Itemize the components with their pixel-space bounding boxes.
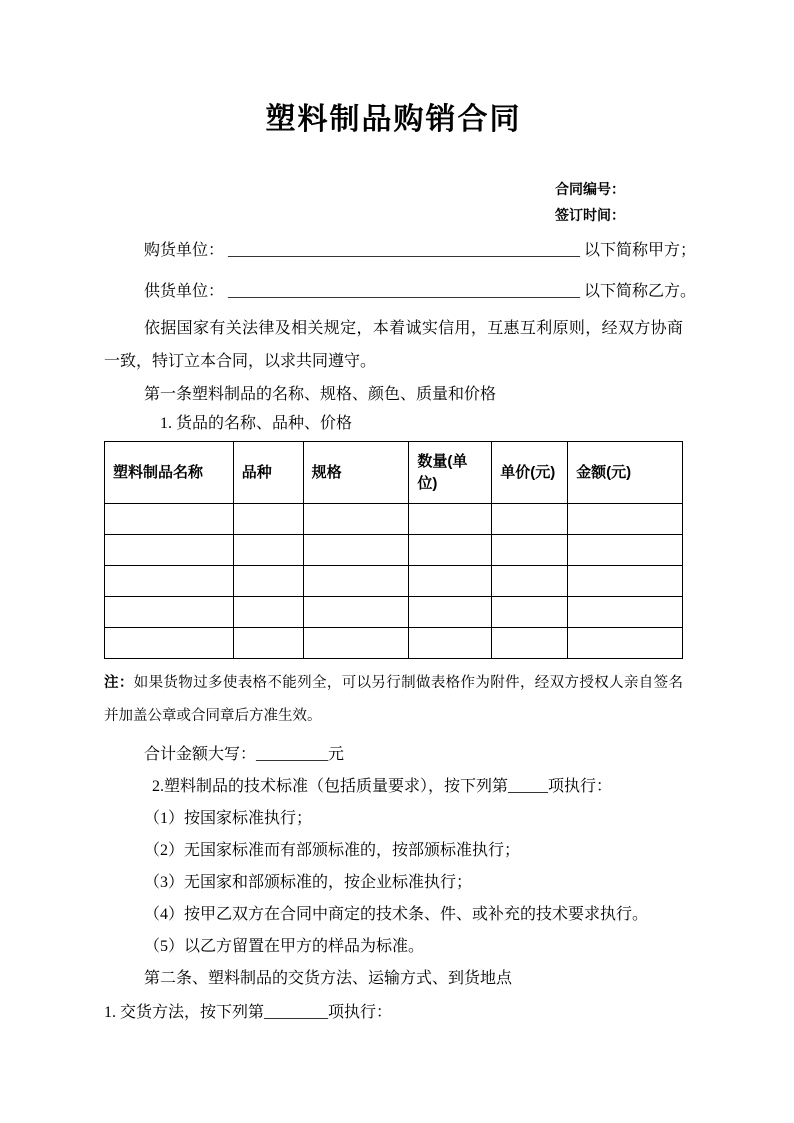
table-row xyxy=(105,566,683,597)
table-row xyxy=(105,535,683,566)
empty-cell xyxy=(233,566,303,597)
clause2-item1: 1. 交货方法，按下列第________项执行： xyxy=(104,1004,393,1021)
preamble-paragraph: 依据国家有关法律及相关规定，本着诚实信用，互惠互利原则，经双方协商一致，特订立本合同，以求共同遵守。 xyxy=(104,320,683,370)
empty-cell xyxy=(492,504,568,535)
col-header-variety: 品种 xyxy=(233,442,303,504)
note-label: 注： xyxy=(104,675,134,691)
buyer-line xyxy=(104,232,697,269)
col-header-product-name: 塑料制品名称 xyxy=(105,442,234,504)
total-amount-line: 合计金额大写：_________元 xyxy=(144,746,345,763)
empty-cell xyxy=(105,504,234,535)
document-title: 塑料制品购销合同 xyxy=(265,103,522,136)
empty-cell xyxy=(105,535,234,566)
seller-suffix: 以下简称乙方。 xyxy=(584,283,697,300)
empty-cell xyxy=(233,597,303,628)
clause1-heading: 第一条塑料制品的名称、规格、颜色、质量和价格 xyxy=(144,386,497,403)
empty-cell xyxy=(492,597,568,628)
empty-cell xyxy=(568,504,683,535)
empty-cell xyxy=(105,597,234,628)
empty-cell xyxy=(233,628,303,659)
clause1-option-1: （1）按国家标准执行； xyxy=(144,810,313,827)
empty-cell xyxy=(409,504,492,535)
empty-cell xyxy=(409,628,492,659)
table-note xyxy=(104,667,683,733)
clause1-option-2: （2）无国家标准而有部颁标准的，按部颁标准执行； xyxy=(144,842,521,859)
buyer-label: 购货单位： xyxy=(144,242,225,259)
note-text: 如果货物过多使表格不能列全，可以另行制做表格作为附件，经双方授权人亲自签名并加盖公章或合同章后方准生效。 xyxy=(104,675,684,724)
seller-label: 供货单位： xyxy=(144,283,225,300)
empty-cell xyxy=(233,504,303,535)
empty-cell xyxy=(568,597,683,628)
empty-cell xyxy=(105,628,234,659)
empty-cell xyxy=(568,628,683,659)
seller-line xyxy=(104,273,697,310)
empty-cell xyxy=(409,597,492,628)
empty-cell xyxy=(568,535,683,566)
clause1-item2: 2.塑料制品的技术标准（包括质量要求），按下列第_____项执行： xyxy=(152,778,613,795)
goods-table xyxy=(104,441,683,659)
empty-cell xyxy=(409,535,492,566)
empty-cell xyxy=(233,535,303,566)
empty-cell xyxy=(568,566,683,597)
sign-time-label: 签订时间： xyxy=(555,207,625,223)
empty-cell xyxy=(303,597,409,628)
col-header-quantity: 数量(单位) xyxy=(409,442,492,504)
clause2-heading: 第二条、塑料制品的交货方法、运输方式、到货地点 xyxy=(144,970,513,987)
empty-cell xyxy=(492,535,568,566)
seller-blank-field: ____________________________________________ xyxy=(228,283,581,300)
empty-cell xyxy=(492,628,568,659)
col-header-amount: 金额(元) xyxy=(568,442,683,504)
buyer-blank-field: ____________________________________________ xyxy=(228,242,581,259)
buyer-suffix: 以下简称甲方； xyxy=(584,242,697,259)
empty-cell xyxy=(303,504,409,535)
clause1-option-4: （4）按甲乙双方在合同中商定的技术条、件、或补充的技术要求执行。 xyxy=(144,906,649,923)
meta-block xyxy=(104,176,683,228)
empty-cell xyxy=(303,628,409,659)
table-row xyxy=(105,597,683,628)
empty-cell xyxy=(409,566,492,597)
col-header-unit-price: 单价(元) xyxy=(492,442,568,504)
empty-cell xyxy=(105,566,234,597)
empty-cell xyxy=(492,566,568,597)
goods-table-header-row xyxy=(105,442,683,504)
table-row xyxy=(105,628,683,659)
clause1-sub1: 1. 货品的名称、品种、价格 xyxy=(160,415,353,432)
empty-cell xyxy=(303,566,409,597)
table-row xyxy=(105,504,683,535)
col-header-spec: 规格 xyxy=(303,442,409,504)
clause1-option-3: （3）无国家和部颁标准的，按企业标准执行； xyxy=(144,874,473,891)
contract-number-label: 合同编号： xyxy=(555,181,625,197)
empty-cell xyxy=(303,535,409,566)
clause1-option-5: （5）以乙方留置在甲方的样品为标准。 xyxy=(144,938,425,955)
